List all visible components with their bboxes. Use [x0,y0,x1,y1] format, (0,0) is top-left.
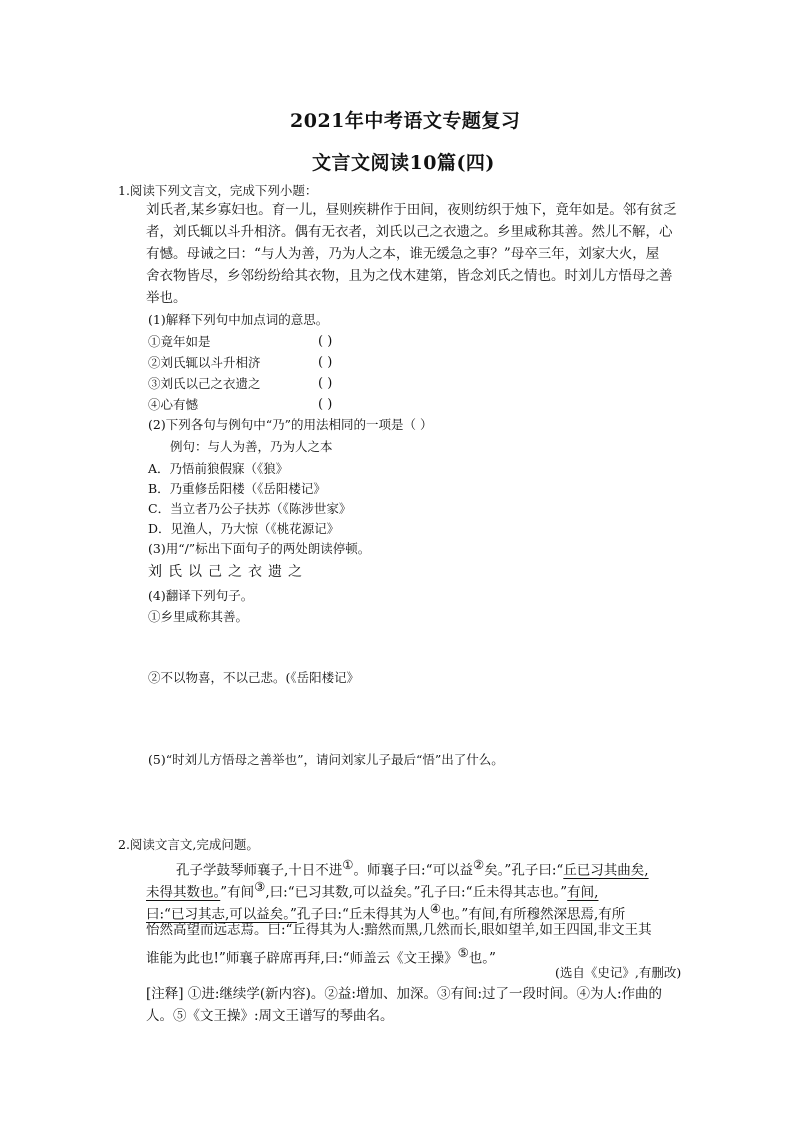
q1-sub2-option-d: D．见渔人，乃大惊（《桃花源记》 [148,521,340,536]
q1-sub1-item: ②刘氏辄以斗升相济 [148,355,261,370]
q1-passage-line: 者，刘氏辄以斗升相济。偶有无衣者，刘氏以己之衣遗之。乡里咸称其善。然儿不解，心 [146,224,673,240]
q1-sub4-label: (4)翻译下列句子。 [148,588,254,603]
underlined-sentence: 曰:“已习其志,可以益矣。” [146,906,297,923]
footnote-marker: ② [472,857,485,872]
footnote-marker: ① [342,857,354,872]
q1-sub3-label: (3)用“/”标出下面句子的两处朗读停顿。 [148,541,371,556]
q1-sub2-label: (2)下列各句与例句中“乃”的用法相同的一项是（ ） [148,417,433,432]
q2-passage-line-5: 谁能为此也!”师襄子辟席再拜,曰:“师盖云《文王操》⑤也。” [146,945,496,967]
q1-passage-line: 舍衣物皆尽，乡邻纷纷给其衣物，且为之伐木建第，皆念刘氏之情也。时刘儿方悟母之善 [146,268,673,284]
answer-blank[interactable]: ( ) [318,376,333,391]
q1-sub2-option-a: A．乃悟前狼假寐（《狼》 [148,461,289,476]
q1-sub1-label: (1)解释下列句中加点词的意思。 [148,312,329,327]
q1-sub2-example: 例句：与人为善，乃为人之本 [170,439,333,454]
answer-blank[interactable]: ( ) [318,334,333,349]
underlined-sentence: 有间, [567,884,599,901]
q1-sub2-option-b: B．乃重修岳阳楼（《岳阳楼记》 [148,481,326,496]
q2-intro: 2.阅读文言文,完成问题。 [118,837,259,852]
underlined-sentence: 丘已习其曲矣, [563,862,649,879]
q2-passage-line-4: 怡然高望而远志焉。曰:“丘得其为人:黯然而黑,几然而长,眼如望羊,如王四国,非文王其 [146,922,652,938]
answer-blank[interactable]: ( ) [318,355,333,370]
q2-passage-line-3: 曰:“已习其志,可以益矣。”孔子曰:“丘未得其为人④也。”有间,有所穆然深思焉,有所 [146,901,626,923]
q2-notes-line: [注释] ①进:继续学(新内容)。②益:增加、加深。③有间:过了一段时间。④为人:作曲的 [146,986,663,1002]
q1-sub1-item: ③刘氏以己之衣遗之 [148,376,261,391]
q1-sub3-sentence: 刘氏以己之衣遗之 [148,564,308,580]
q2-source: (选自《史记》,有删改) [555,965,682,980]
page-title: 2021年中考语文专题复习 [290,110,521,132]
q1-passage-line: 刘氏者,某乡寡妇也。育一儿，昼则疾耕作于田间，夜则纺织于烛下，竟年如是。邻有贫乏 [146,202,677,218]
q1-sub1-item: ①竟年如是 [148,334,211,349]
answer-blank[interactable]: ( ) [318,397,333,412]
footnote-marker: ⑤ [457,945,469,960]
q1-passage-line: 举也。 [146,290,187,306]
q2-passage-line-1: 孔子学鼓琴师襄子,十日不进①。师襄子曰:“可以益②矣。”孔子曰:“丘已习其曲矣, [176,857,649,879]
page-subtitle: 文言文阅读10篇(四) [312,152,495,174]
q1-sub5-label: (5)“时刘儿方悟母之善举也”，请问刘家儿子最后“悟”出了什么。 [148,752,504,767]
footnote-marker: ④ [429,901,442,916]
q1-passage-line: 有憾。母诫之曰：“与人为善，乃为人之本，谁无缓急之事？”母卒三年，刘家大火，屋 [146,246,660,262]
q1-sub2-option-c: C．当立者乃公子扶苏（《陈涉世家》 [148,501,352,516]
q2-notes-line: 人。⑤《文王操》:周文王谱写的琴曲名。 [146,1008,394,1024]
q1-intro: 1.阅读下列文言文，完成下列小题： [118,183,318,198]
underlined-sentence: 未得其数也。 [146,884,221,901]
q1-sub4-item: ①乡里咸称其善。 [148,609,249,624]
q1-sub1-item: ④心有憾 [148,397,199,412]
q2-passage-line-2: 未得其数也。”有间③,曰:“已习其数,可以益矣。”孔子曰:“丘未得其志也。”有间, [146,879,599,901]
footnote-marker: ③ [254,879,266,894]
q1-sub4-item: ②不以物喜，不以己悲。(《岳阳楼记》 [148,670,360,685]
